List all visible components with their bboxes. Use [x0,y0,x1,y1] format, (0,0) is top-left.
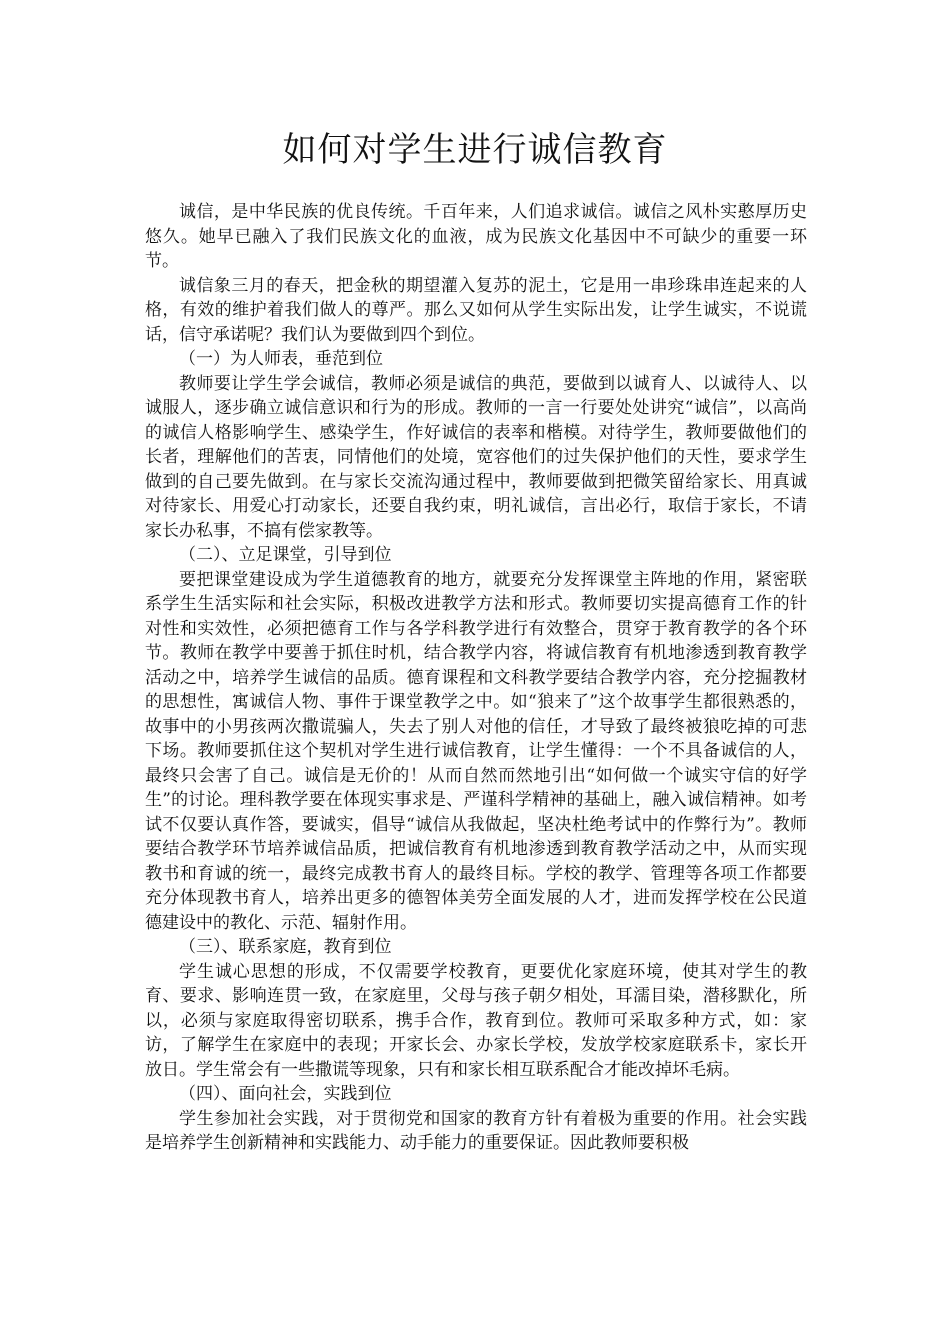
section-heading: （三）、联系家庭，教育到位 [179,937,392,957]
document-title: 如何对学生进行诚信教育 [282,130,668,170]
paragraph: 诚信象三月的春天，把金秋的期望灌入复苏的泥土，它是用一串珍珠串连起来的人格，有效的维护着我们做人的尊严。那么又如何从学生实际出发，让学生诚实，不说谎话，信守承诺呢？我们认为要做到四个到位。 [145,275,807,345]
paragraph: 要把课堂建设成为学生道德教育的地方，就要充分发挥课堂主阵地的作用，紧密联系学生生活实际和社会实际，积极改进教学方法和形式。教师要切实提高德育工作的针对性和实效性，必须把德育工作与各学科教学进行有效整合，贯穿于教育教学的各个环节。教师在教学中要善于抓住时机，结合教学内容，将诚信教育有机地渗透到教育教学活动之中，培养学生诚信的品质。德育课程和文科教学要结合教学内容，充分挖掘教材的思想性，寓诚信人物、事件于课堂教学之中。如“狼来了”这个故事学生都很熟悉的，故事中的小男孩两次撒谎骗人，失去了别人对他的信任，才导致了最终被狼吃掉的可悲下场。教师要抓住这个契机对学生进行诚信教育，让学生懂得：一个不具备诚信的人，最终只会害了自己。诚信是无价的！从而自然而然地引出“如何做一个诚实守信的好学生”的讨论。理科教学要在体现实事求是、严谨科学精神的基础上，融入诚信精神。如考试不仅要认真作答，要诚实，倡导“诚信从我做起，坚决杜绝考试中的作弊行为”。教师要结合教学环节培养诚信品质，把诚信教育有机地渗透到教育教学活动之中，从而实现教书和育诚的统一，最终完成教书育人的最终目标。学校的教学、管理等各项工作都要充分体现教书育人，培养出更多的德智体美劳全面发展的人才，进而发挥学校在公民道德建设中的教化、示范、辐射作用。 [145,569,807,933]
paragraph: 诚信，是中华民族的优良传统。千百年来，人们追求诚信。诚信之风朴实憨厚历史悠久。她早已融入了我们民族文化的血液，成为民族文化基因中不可缺少的重要一环节。 [145,202,807,271]
section-heading: （一）为人师表，垂范到位 [179,349,383,369]
paragraph: 学生诚心思想的形成，不仅需要学校教育，更要优化家庭环境，使其对学生的教育、要求、影响连贯一致，在家庭里，父母与孩子朝夕相处，耳濡目染，潜移默化，所以，必须与家庭取得密切联系，携手合作，教育到位。教师可采取多种方式，如：家访，了解学生在家庭中的表现；开家长会、办家长学校，发放学校家庭联系卡，家长开放日。学生常会有一些撒谎等现象，只有和家长相互联系配合才能改掉坏毛病。 [145,961,807,1080]
paragraph: 教师要让学生学会诚信，教师必须是诚信的典范，要做到以诚育人、以诚待人、以诚服人，逐步确立诚信意识和行为的形成。教师的一言一行要处处讲究“诚信”，以高尚的诚信人格影响学生、感染学生，作好诚信的表率和楷模。对待学生，教师要做他们的长者，理解他们的苦衷，同情他们的处境，宽容他们的过失保护他们的天性，要求学生做到的自己要先做到。在与家长交流沟通过程中，教师要做到把微笑留给家长、用真诚对待家长、用爱心打动家长，还要自我约束，明礼诚信，言出必行，取信于家长，不请家长办私事，不搞有偿家教等。 [145,373,807,541]
document-body [145,200,807,1156]
section-heading: （二）、立足课堂，引导到位 [179,545,392,565]
section-heading: （四）、面向社会，实践到位 [179,1084,392,1104]
paragraph: 学生参加社会实践，对于贯彻党和国家的教育方针有着极为重要的作用。社会实践是培养学生创新精神和实践能力、动手能力的重要保证。因此教师要积极 [145,1108,807,1153]
